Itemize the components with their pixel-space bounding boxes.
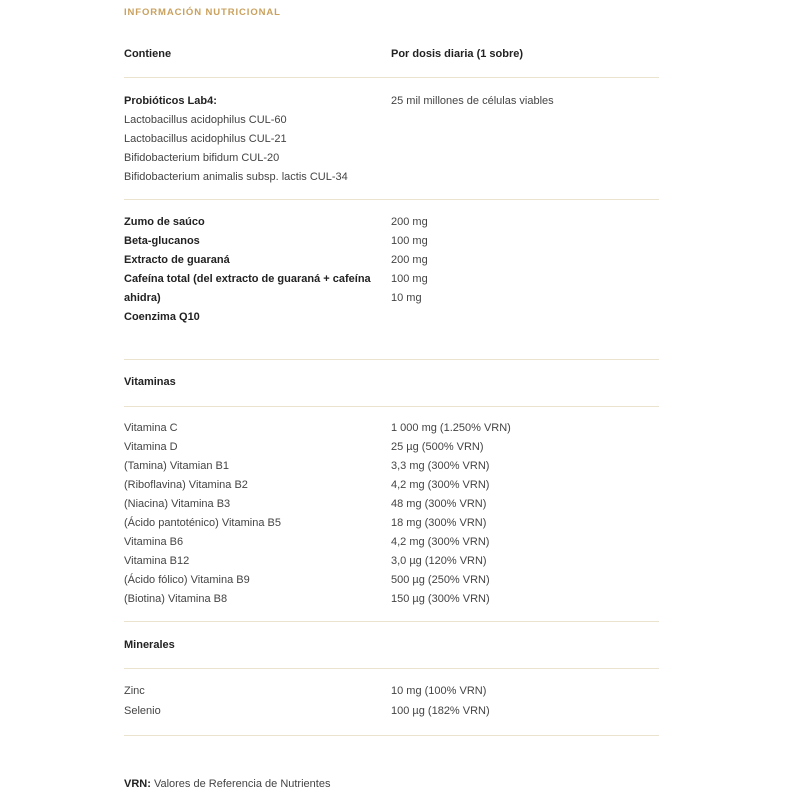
- divider: [124, 199, 659, 200]
- mineral-value: 100 µg (182% VRN): [391, 705, 490, 717]
- probiotics-title: Probióticos Lab4:: [124, 95, 217, 107]
- probiotic-strain: Bifidobacterium animalis subsp. lactis CUL-34: [124, 171, 348, 183]
- vitamin-name: (Biotina) Vitamina B8: [124, 593, 228, 605]
- vitamin-value: 500 µg (250% VRN): [391, 574, 490, 586]
- extract-value: 200 mg: [391, 254, 428, 266]
- extract-name: ahidra): [124, 292, 161, 304]
- vitamin-value: 48 mg (300% VRN): [391, 498, 487, 510]
- footnote-text: Valores de Referencia de Nutrientes: [150, 778, 331, 790]
- extract-value: 200 mg: [391, 216, 428, 228]
- extract-value: 10 mg: [391, 292, 422, 304]
- extract-name: Zumo de saúco: [124, 216, 205, 228]
- mineral-name: Selenio: [124, 705, 161, 717]
- section-heading: INFORMACIÓN NUTRICIONAL: [124, 7, 281, 18]
- header-contains: Contiene: [124, 48, 172, 60]
- divider: [124, 735, 659, 736]
- vitamin-value: 3,0 µg (120% VRN): [391, 555, 487, 567]
- vitamin-name: Vitamina D: [124, 441, 178, 453]
- vitamin-value: 3,3 mg (300% VRN): [391, 460, 490, 472]
- vitamin-value: 4,2 mg (300% VRN): [391, 536, 490, 548]
- vitamin-name: (Riboflavina) Vitamina B2: [124, 479, 248, 491]
- vitamin-name: Vitamina B6: [124, 536, 184, 548]
- vitamin-value: 1 000 mg (1.250% VRN): [391, 422, 511, 434]
- extract-name: Beta-glucanos: [124, 235, 200, 247]
- probiotic-strain: Bifidobacterium bifidum CUL-20: [124, 152, 280, 164]
- vitamin-value: 4,2 mg (300% VRN): [391, 479, 490, 491]
- vitamin-name: (Ácido pantoténico) Vitamina B5: [124, 517, 281, 529]
- extract-name: Extracto de guaraná: [124, 254, 230, 266]
- mineral-value: 10 mg (100% VRN): [391, 685, 487, 697]
- footnote-label: VRN:: [124, 778, 151, 790]
- extract-name: Coenzima Q10: [124, 311, 200, 323]
- vitamin-name: (Tamina) Vitamian B1: [124, 460, 229, 472]
- vitamins-title: Vitaminas: [124, 376, 176, 388]
- vitamin-value: 18 mg (300% VRN): [391, 517, 487, 529]
- vitamin-name: (Ácido fólico) Vitamina B9: [124, 574, 250, 586]
- minerals-title: Minerales: [124, 639, 175, 651]
- extract-value: 100 mg: [391, 273, 428, 285]
- extract-name: Cafeína total (del extracto de guaraná + cafeína: [124, 273, 371, 285]
- probiotic-strain: Lactobacillus acidophilus CUL-60: [124, 114, 287, 126]
- vitamin-value: 150 µg (300% VRN): [391, 593, 490, 605]
- extract-value: 100 mg: [391, 235, 428, 247]
- divider: [124, 621, 659, 622]
- divider: [124, 406, 659, 407]
- footnote: [124, 775, 330, 794]
- vitamin-name: (Niacina) Vitamina B3: [124, 498, 231, 510]
- vitamin-value: 25 µg (500% VRN): [391, 441, 484, 453]
- divider: [124, 77, 659, 78]
- mineral-name: Zinc: [124, 685, 145, 697]
- divider: [124, 359, 659, 360]
- probiotic-strain: Lactobacillus acidophilus CUL-21: [124, 133, 287, 145]
- vitamin-name: Vitamina C: [124, 422, 178, 434]
- divider: [124, 668, 659, 669]
- header-per-dose: Por dosis diaria (1 sobre): [391, 48, 524, 60]
- probiotics-value: 25 mil millones de células viables: [391, 95, 554, 107]
- vitamin-name: Vitamina B12: [124, 555, 190, 567]
